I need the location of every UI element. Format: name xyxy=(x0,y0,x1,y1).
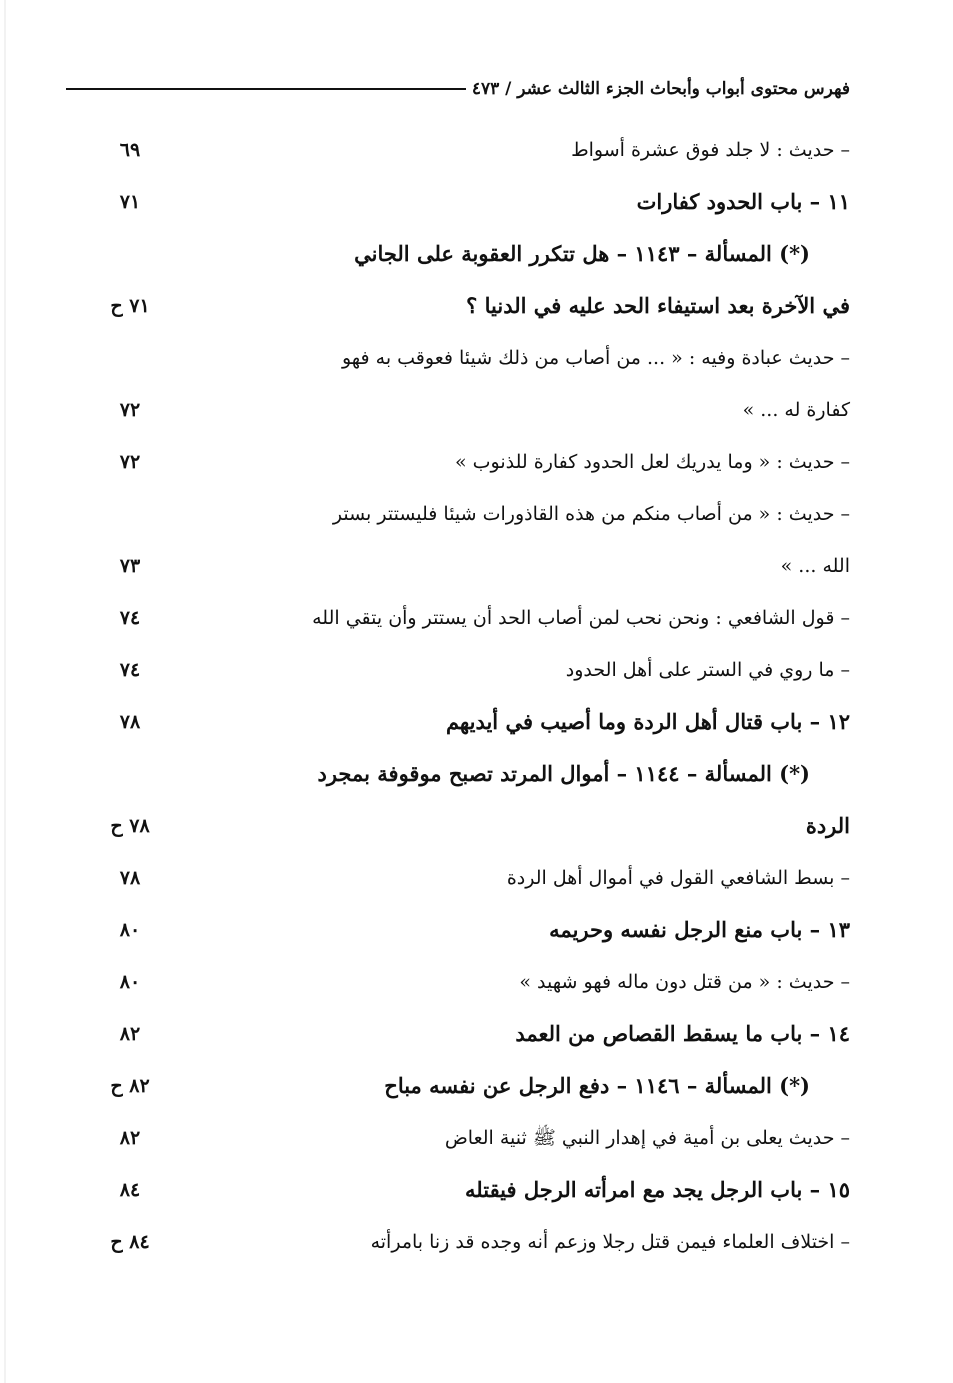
issue-title: (*) المسألة – ١١٤٤ – أموال المرتد تصبح موقوفة بمجرد xyxy=(317,761,810,786)
issue-title: في الآخرة بعد استيفاء الحد عليه في الدنيا ؟ xyxy=(466,293,850,318)
page-number: ٨٠ xyxy=(119,919,141,941)
chapter-title: ١١ – باب الحدود كفارات xyxy=(636,189,850,214)
entry-line xyxy=(100,644,850,696)
index-entry xyxy=(100,852,850,904)
index-entries xyxy=(100,124,850,1268)
chapter-title: ١٤ – باب ما يسقط القصاص من العمد xyxy=(515,1021,850,1046)
issue-title: (*) المسألة – ١١٤٣ – هل تتكرر العقوبة على الجاني xyxy=(354,241,810,266)
chapter-title: ١٢ – باب قتال أهل الردة وما أصيب في أيديهم xyxy=(445,709,850,734)
entry-text: – حديث : « من قتل دون ماله فهو شهيد » xyxy=(519,971,850,993)
index-entry xyxy=(100,592,850,644)
entry-line xyxy=(100,696,850,748)
header-title: فهرس محتوى أبواب وأبحاث الجزء الثالث عشر / ٤٧٣ xyxy=(471,79,850,99)
page-number: ٨٢ xyxy=(119,1127,141,1149)
index-entry xyxy=(100,332,850,436)
entry-line xyxy=(100,1112,850,1164)
issue-title: الردة xyxy=(805,813,850,838)
index-entry xyxy=(100,956,850,1008)
index-entry xyxy=(100,644,850,696)
index-entry xyxy=(100,904,850,956)
entry-line xyxy=(100,852,850,904)
entry-text: الله ... » xyxy=(780,555,850,577)
page-number: ٧٨ xyxy=(119,867,141,889)
index-entry xyxy=(100,1164,850,1216)
entry-line xyxy=(100,1060,850,1112)
entry-text: – اختلاف العلماء فيمن قتل رجلا وزعم أنه وجده قد زنا بامرأته xyxy=(370,1231,850,1253)
index-entry xyxy=(100,1112,850,1164)
entry-text: – حديث : « من أصاب منكم من هذه القاذورات شيئا فليستتر بستر xyxy=(332,503,850,525)
page-number: ٨٢ ح xyxy=(110,1075,150,1097)
entry-line xyxy=(100,748,850,800)
index-entry xyxy=(100,696,850,748)
chapter-title: ١٣ – باب منع الرجل نفسه وحريمه xyxy=(549,917,850,942)
entry-line xyxy=(100,800,850,852)
page-number: ٧١ xyxy=(119,191,141,213)
chapter-title: ١٥ – باب الرجل يجد مع امرأته الرجل فيقتله xyxy=(465,1177,850,1202)
page-number: ٧٣ xyxy=(119,555,141,577)
page-number: ٧٨ xyxy=(119,711,141,733)
index-entry xyxy=(100,748,850,852)
entry-line xyxy=(100,280,850,332)
index-entry xyxy=(100,1060,850,1112)
entry-line xyxy=(100,436,850,488)
entry-text: – ما روي في الستر على أهل الحدود xyxy=(565,659,850,681)
entry-text: – بسط الشافعي القول في أموال أهل الردة xyxy=(506,867,850,889)
entry-text: – حديث عبادة وفيه : « ... من أصاب من ذلك شيئا فعوقب به فهو xyxy=(341,347,850,369)
index-entry xyxy=(100,228,850,332)
entry-line xyxy=(100,176,850,228)
entry-line xyxy=(100,904,850,956)
scan-margin xyxy=(4,0,6,1383)
entry-line xyxy=(100,488,850,540)
entry-line xyxy=(100,540,850,592)
entry-text: كفارة له ... » xyxy=(742,399,850,421)
page-number: ٧١ ح xyxy=(110,295,150,317)
index-entry xyxy=(100,1216,850,1268)
entry-line xyxy=(100,956,850,1008)
page-number: ٦٩ xyxy=(119,139,141,161)
entry-line xyxy=(100,1008,850,1060)
index-entry xyxy=(100,1008,850,1060)
issue-title: (*) المسألة – ١١٤٦ – دفع الرجل عن نفسه مباح xyxy=(384,1073,810,1098)
index-entry xyxy=(100,436,850,488)
header-rule xyxy=(66,88,466,90)
page-number: ٧٢ xyxy=(119,399,141,421)
index-entry xyxy=(100,176,850,228)
entry-text: – حديث : « وما يدريك لعل الحدود كفارة للذنوب » xyxy=(455,451,850,473)
entry-line xyxy=(100,1164,850,1216)
entry-line xyxy=(100,228,850,280)
page-number: ٨٢ xyxy=(119,1023,141,1045)
index-entry xyxy=(100,488,850,592)
entry-line xyxy=(100,332,850,384)
page-number: ٧٤ xyxy=(119,607,141,629)
entry-line xyxy=(100,124,850,176)
page-number: ٧٨ ح xyxy=(110,815,150,837)
index-entry xyxy=(100,124,850,176)
page-number: ٧٢ xyxy=(119,451,141,473)
page-number: ٨٠ xyxy=(119,971,141,993)
entry-line xyxy=(100,1216,850,1268)
page-number: ٧٤ xyxy=(119,659,141,681)
page-number: ٨٤ ح xyxy=(110,1231,150,1253)
running-header xyxy=(60,74,850,104)
page-number: ٨٤ xyxy=(119,1179,141,1201)
entry-text: – حديث يعلى بن أمية في إهدار النبي ﷺ ثنية العاض xyxy=(444,1127,850,1149)
entry-text: – حديث : لا جلد فوق عشرة أسواط xyxy=(571,139,850,161)
entry-line xyxy=(100,592,850,644)
entry-line xyxy=(100,384,850,436)
entry-text: – قول الشافعي : ونحن نحب لمن أصاب الحد أن يستتر وأن يتقي الله xyxy=(312,607,850,629)
